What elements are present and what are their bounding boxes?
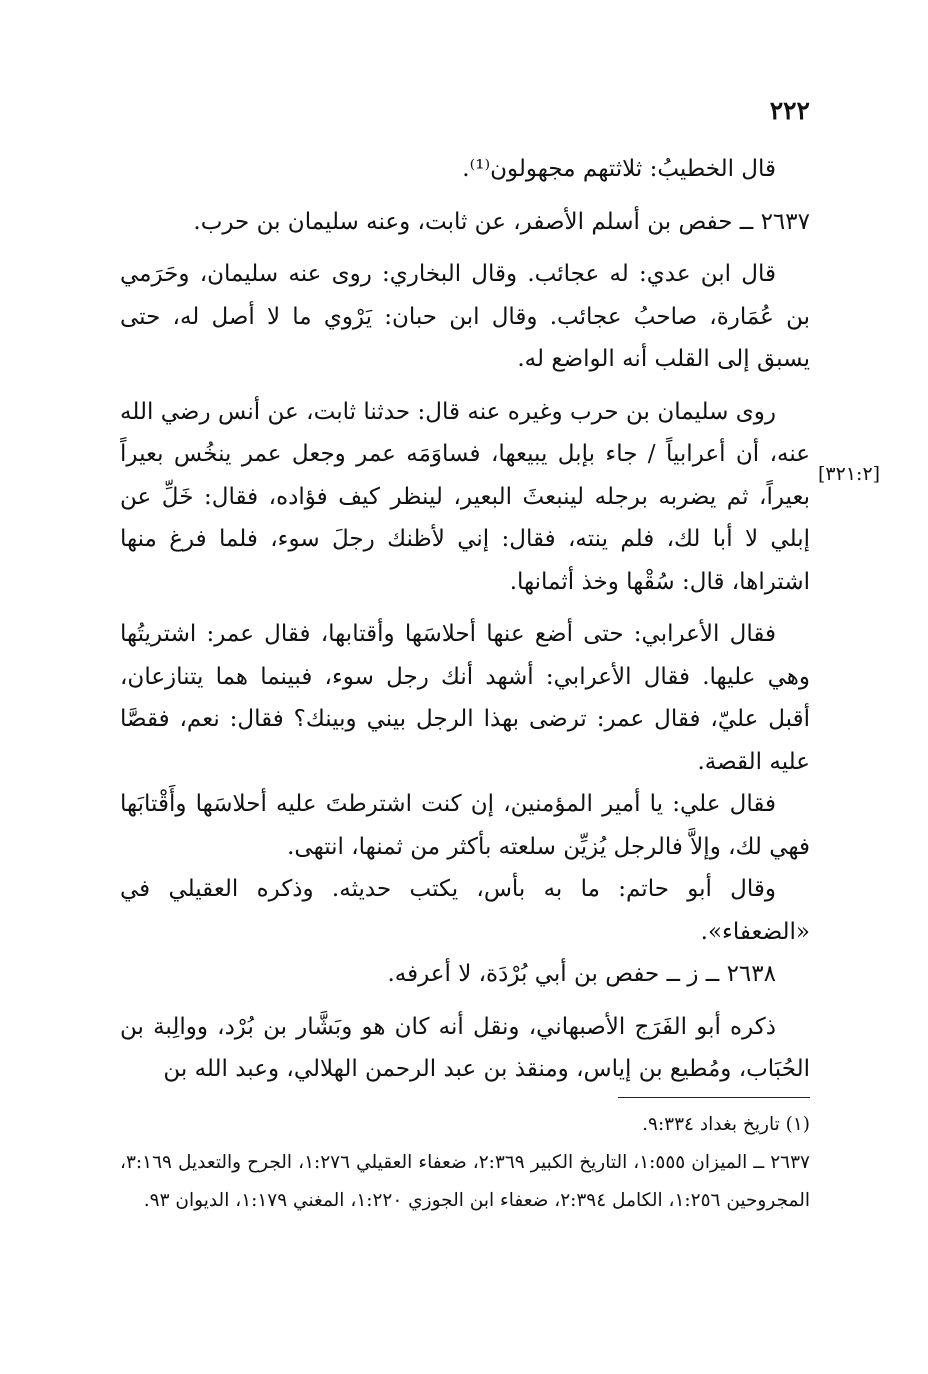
margin-reference: [٣٢١:٢] (818, 463, 881, 485)
paragraph-ibn-adi: قال ابن عدي: له عجائب. وقال البخاري: روى عنه سليمان، وحَرَمي بن عُمَارة، صاحبُ عجائب. وقال ابن حبان: يَرْوي ما لا أصل له، حتى يسبق إلى القلب أنه الواضع له. (120, 261, 810, 372)
paragraph-bedouin-reply: فقال الأعرابي: حتى أضع عنها أحلاسَها وأقتابها، فقال عمر: اشتريتُها وهي عليها. فقال الأعرابي: أشهد أنك رجل سوء، فبينما هما يتنازعان، أقبل عليّ، فقال عمر: ترضى بهذا الرجل بيني وبينك؟ فقال: نعم، فقصَّا عليه القصة. (120, 621, 810, 775)
main-text-body (120, 148, 810, 1091)
paragraph-isfahani: ذكره أبو الفَرَج الأصبهاني، ونقل أنه كان هو وبَشَّار بن بُرْد، ووالِبة بن الحُبَاب، ومُطيع بن إياس، ومنقذ بن عبد الرحمن الهلالي، وعبد الله بن (120, 1013, 810, 1082)
paragraph-ali-judgement: فقال علي: يا أمير المؤمنين، إن كنت اشترطتَ عليه أحلاسَها وأَقْتابَها فهي لك، وإلاَّ فالرجل يُزيِّن سلعته بأكثر من ثمنها، انتهى. (120, 791, 810, 860)
entry-2638-heading: ٢٦٣٨ ــ ز ــ حفص بن أبي بُرْدَة، لا أعرفه. (387, 961, 776, 987)
paragraph-khatib-note: قال الخطيبُ: ثلاثتهم مجهولون⁽¹⁾. (462, 156, 776, 182)
paragraph-abu-hatim: وقال أبو حاتم: ما به بأس، يكتب حديثه. وذكره العقيلي في «الضعفاء». (120, 876, 810, 945)
footnotes (120, 1106, 810, 1220)
footnote-2637-sources: ٢٦٣٧ ــ الميزان ١:٥٥٥، التاريخ الكبير ٢:٣٦٩، ضعفاء العقيلي ١:٢٧٦، الجرح والتعديل ٣:١٦٩، المجروحين ١:٢٥٦، الكامل ٢:٣٩٤، ضعفاء ابن الجوزي ١:٢٢٠، المغني ١:١٧٩، الديوان ٩٣. (120, 1152, 810, 1211)
paragraph-hadith-narration: روى سليمان بن حرب وغيره عنه قال: حدثنا ثابت، عن أنس رضي الله عنه، أن أعرابياً / جاء بإبل يبيعها، فساوَمَه عمر وجعل عمر ينخُس بعيراً بعيراً، ثم يضربه برجله لينبعثَ البعير، لينظر كيف فؤاده، فقال: خَلِّ عن إبلي لا أبا لك، فلم ينته، فقال: إني لأظنك رجلَ سوء، فلما فرغ منها اشتراها، قال: سُقْها وخذ أثمانها. (120, 398, 810, 595)
footnote-divider (618, 1097, 810, 1098)
page-number: ٢٢٢ (769, 96, 810, 125)
footnote-1: (١) تاريخ بغداد ٩:٣٣٤. (642, 1114, 810, 1135)
entry-2637-heading: ٢٦٣٧ ــ حفص بن أسلم الأصفر، عن ثابت، وعنه سليمان بن حرب. (193, 208, 810, 235)
